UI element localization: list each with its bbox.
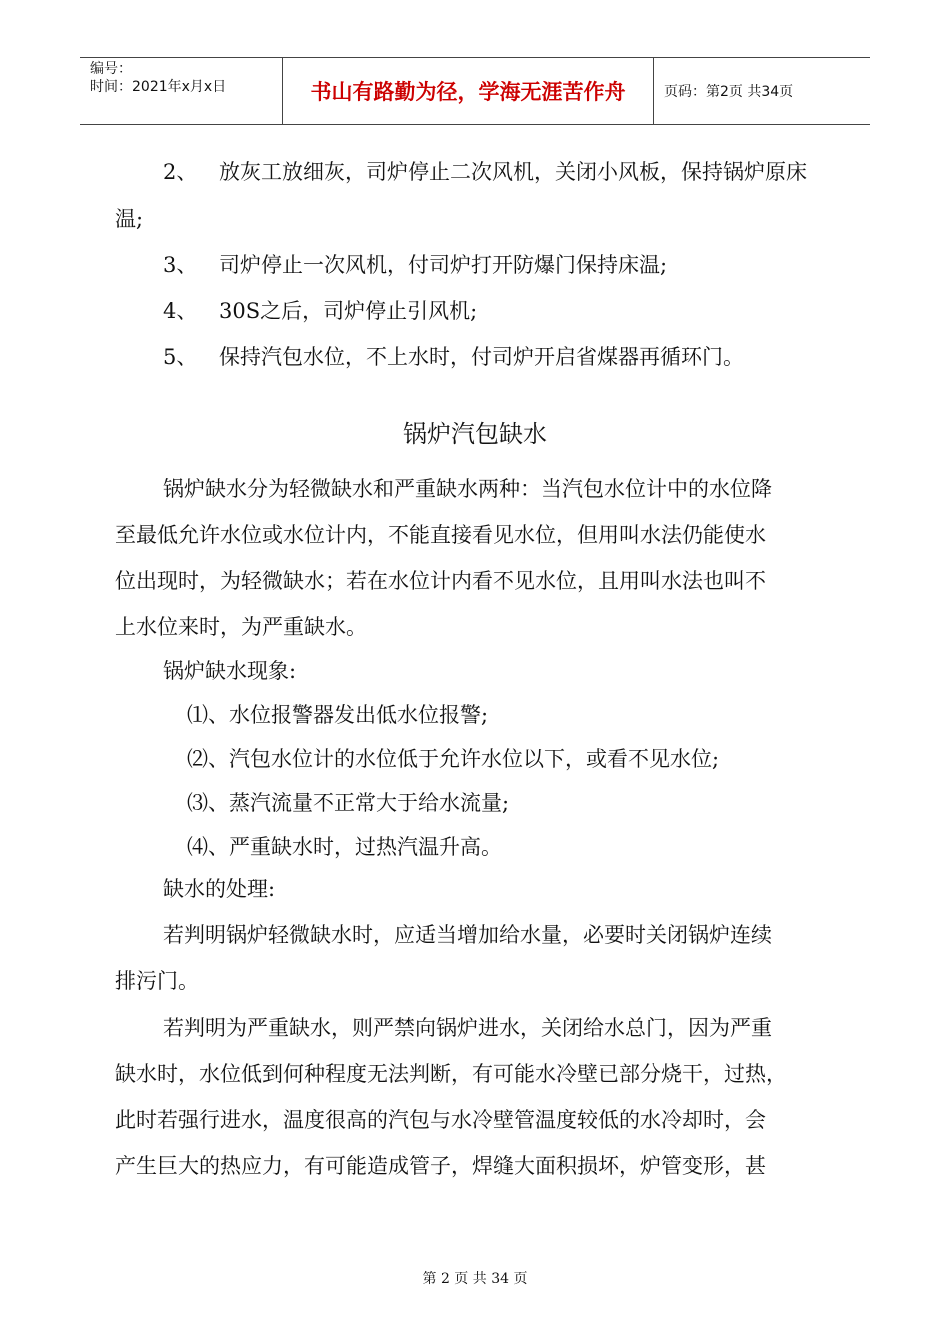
paragraph-line: 至最低允许水位或水位计内，不能直接看见水位，但用叫水法仍能使水 bbox=[115, 523, 766, 547]
step-item bbox=[163, 157, 807, 187]
serial-label: 编号： bbox=[90, 61, 132, 77]
step-number: 5、 bbox=[163, 345, 198, 369]
phenomenon-item: ⑶、蒸汽流量不正常大于给水流量; bbox=[187, 791, 510, 815]
step-text: 保持汽包水位，不上水时，付司炉开启省煤器再循环门。 bbox=[219, 345, 744, 369]
phenomena-heading: 锅炉缺水现象: bbox=[163, 659, 297, 683]
date-label: 时间：2021年x月x日 bbox=[90, 79, 227, 95]
paragraph-line: 上水位来时，为严重缺水。 bbox=[115, 615, 367, 639]
step-text: 司炉停止一次风机，付司炉打开防爆门保持床温; bbox=[219, 253, 668, 277]
paragraph-line: 排污门。 bbox=[115, 969, 199, 993]
page-header bbox=[80, 57, 870, 125]
header-page-info: 页码：第2页 共34页 bbox=[664, 84, 794, 100]
header-motto: 书山有路勤为径，学海无涯苦作舟 bbox=[282, 58, 654, 124]
page-footer: 第 2 页 共 34 页 bbox=[422, 1271, 528, 1287]
step-number: 2、 bbox=[163, 160, 198, 184]
step-number: 3、 bbox=[163, 253, 198, 277]
phenomenon-item: ⑵、汽包水位计的水位低于允许水位以下，或看不见水位; bbox=[187, 747, 720, 771]
paragraph-line: 产生巨大的热应力，有可能造成管子，焊缝大面积损坏，炉管变形，甚 bbox=[115, 1154, 766, 1178]
paragraph-line: 缺水时，水位低到何种程度无法判断，有可能水冷壁已部分烧干，过热， bbox=[115, 1062, 787, 1086]
handling-heading: 缺水的处理: bbox=[163, 877, 276, 901]
section-title: 锅炉汽包缺水 bbox=[403, 420, 547, 448]
step-text: 30S之后，司炉停止引风机; bbox=[219, 299, 478, 323]
paragraph-line: 若判明为严重缺水，则严禁向锅炉进水，关闭给水总门，因为严重 bbox=[163, 1016, 772, 1040]
paragraph-line: 若判明锅炉轻微缺水时，应适当增加给水量，必要时关闭锅炉连续 bbox=[163, 923, 772, 947]
step-item bbox=[163, 342, 744, 372]
step-text: 放灰工放细灰，司炉停止二次风机，关闭小风板，保持锅炉原床 bbox=[219, 160, 807, 184]
phenomenon-item: ⑷、严重缺水时，过热汽温升高。 bbox=[187, 835, 502, 859]
phenomenon-item: ⑴、水位报警器发出低水位报警; bbox=[187, 703, 489, 727]
step-item bbox=[163, 250, 667, 280]
paragraph-line: 锅炉缺水分为轻微缺水和严重缺水两种：当汽包水位计中的水位降 bbox=[163, 477, 772, 501]
paragraph-line: 位出现时，为轻微缺水；若在水位计内看不见水位，且用叫水法也叫不 bbox=[115, 569, 766, 593]
step-continuation: 温; bbox=[115, 207, 144, 231]
paragraph-line: 此时若强行进水，温度很高的汽包与水冷壁管温度较低的水冷却时，会 bbox=[115, 1108, 766, 1132]
step-item bbox=[163, 296, 477, 326]
step-number: 4、 bbox=[163, 299, 198, 323]
header-meta bbox=[80, 58, 282, 124]
